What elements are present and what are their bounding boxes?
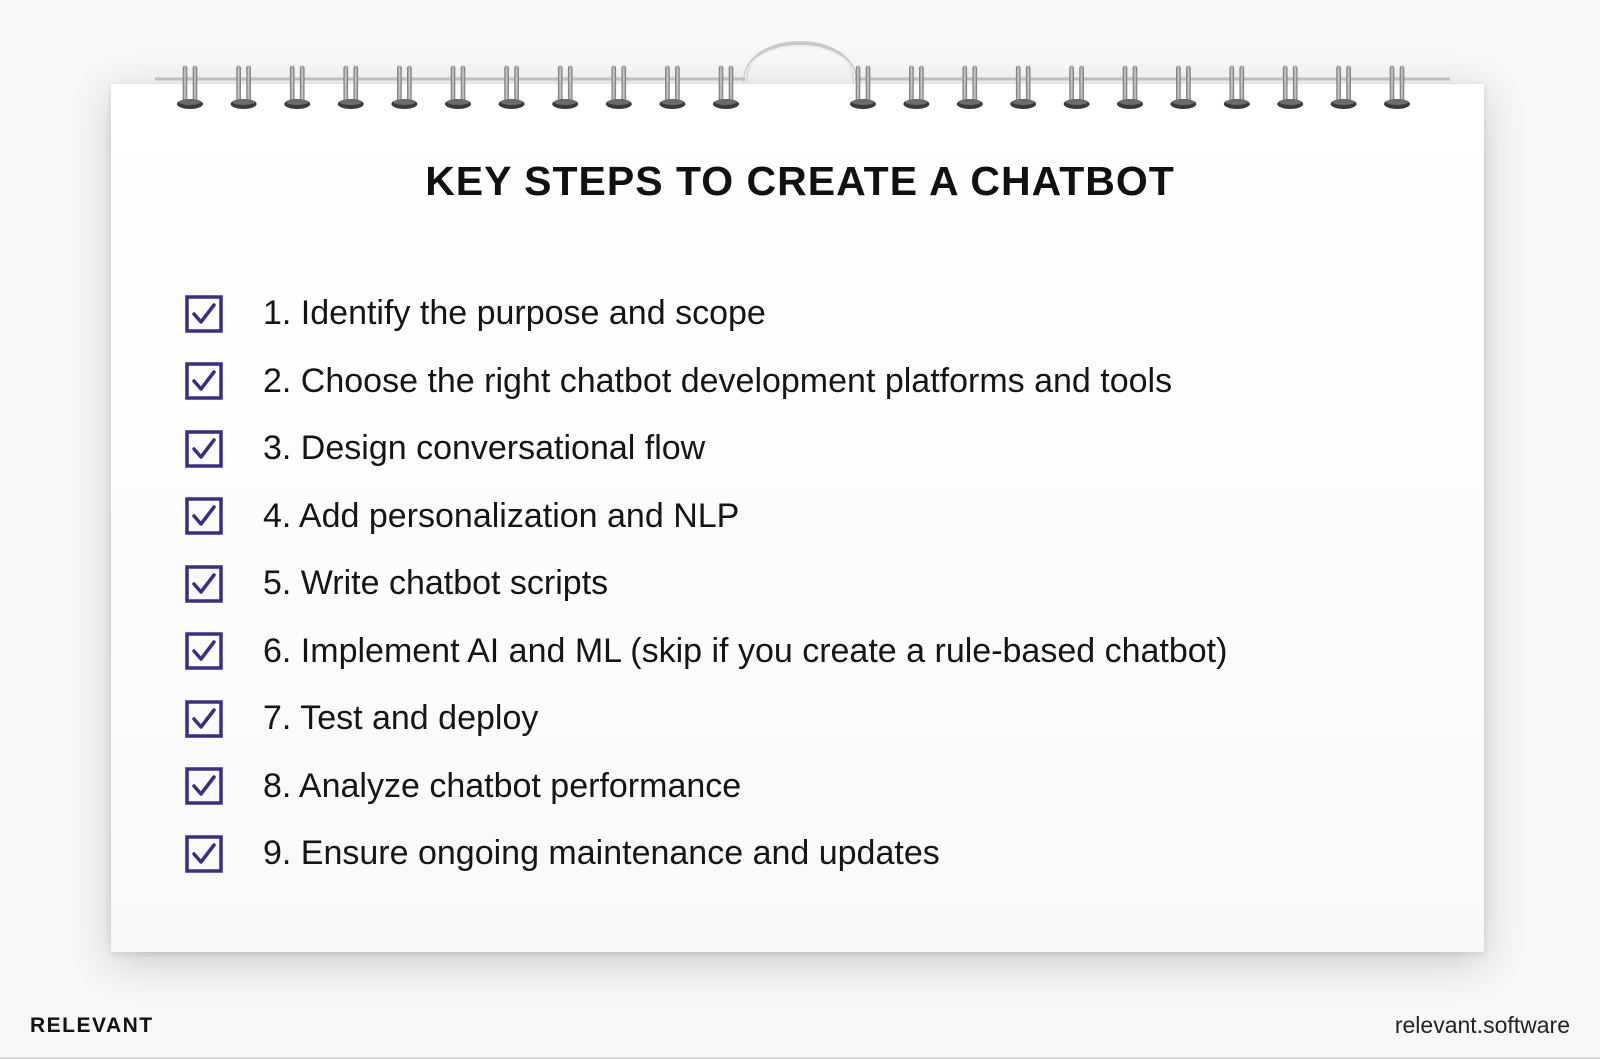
checklist-item (185, 685, 1227, 753)
checklist-item-label: 9. Ensure ongoing maintenance and updates (263, 834, 940, 873)
checkbox-checked-icon (185, 565, 223, 603)
checklist-item-label: 2. Choose the right chatbot development platforms and tools (263, 361, 1173, 400)
checklist-item (185, 348, 1227, 416)
checklist-item-label: 1. Identify the purpose and scope (263, 294, 766, 333)
checkbox-checked-icon (185, 632, 223, 670)
checklist-item-label: 3. Design conversational flow (263, 429, 706, 468)
checkbox-checked-icon (185, 835, 223, 873)
checklist-item (185, 415, 1227, 483)
checkbox-checked-icon (185, 362, 223, 400)
checkbox-checked-icon (185, 295, 223, 333)
checklist-item-label: 4. Add personalization and NLP (263, 496, 740, 535)
brand-logo: RELEVANT (30, 1014, 154, 1037)
checklist-item-label: 7. Test and deploy (263, 699, 539, 738)
checkbox-checked-icon (185, 767, 223, 805)
checklist-item-label: 5. Write chatbot scripts (263, 564, 609, 603)
page-title: KEY STEPS TO CREATE A CHATBOT (425, 158, 1175, 204)
checklist-item-label: 8. Analyze chatbot performance (263, 766, 742, 805)
checklist-item (185, 550, 1227, 618)
steps-checklist (185, 280, 1227, 888)
checklist-item (185, 753, 1227, 821)
checklist-item (185, 618, 1227, 686)
checklist-item (185, 280, 1227, 348)
checkbox-checked-icon (185, 700, 223, 738)
site-url: relevant.software (1394, 1012, 1570, 1038)
checkbox-checked-icon (185, 430, 223, 468)
checklist-item-label: 6. Implement AI and ML (skip if you create a rule-based chatbot) (263, 631, 1228, 670)
checklist-item (185, 820, 1227, 888)
checkbox-checked-icon (185, 497, 223, 535)
checklist-item (185, 483, 1227, 551)
